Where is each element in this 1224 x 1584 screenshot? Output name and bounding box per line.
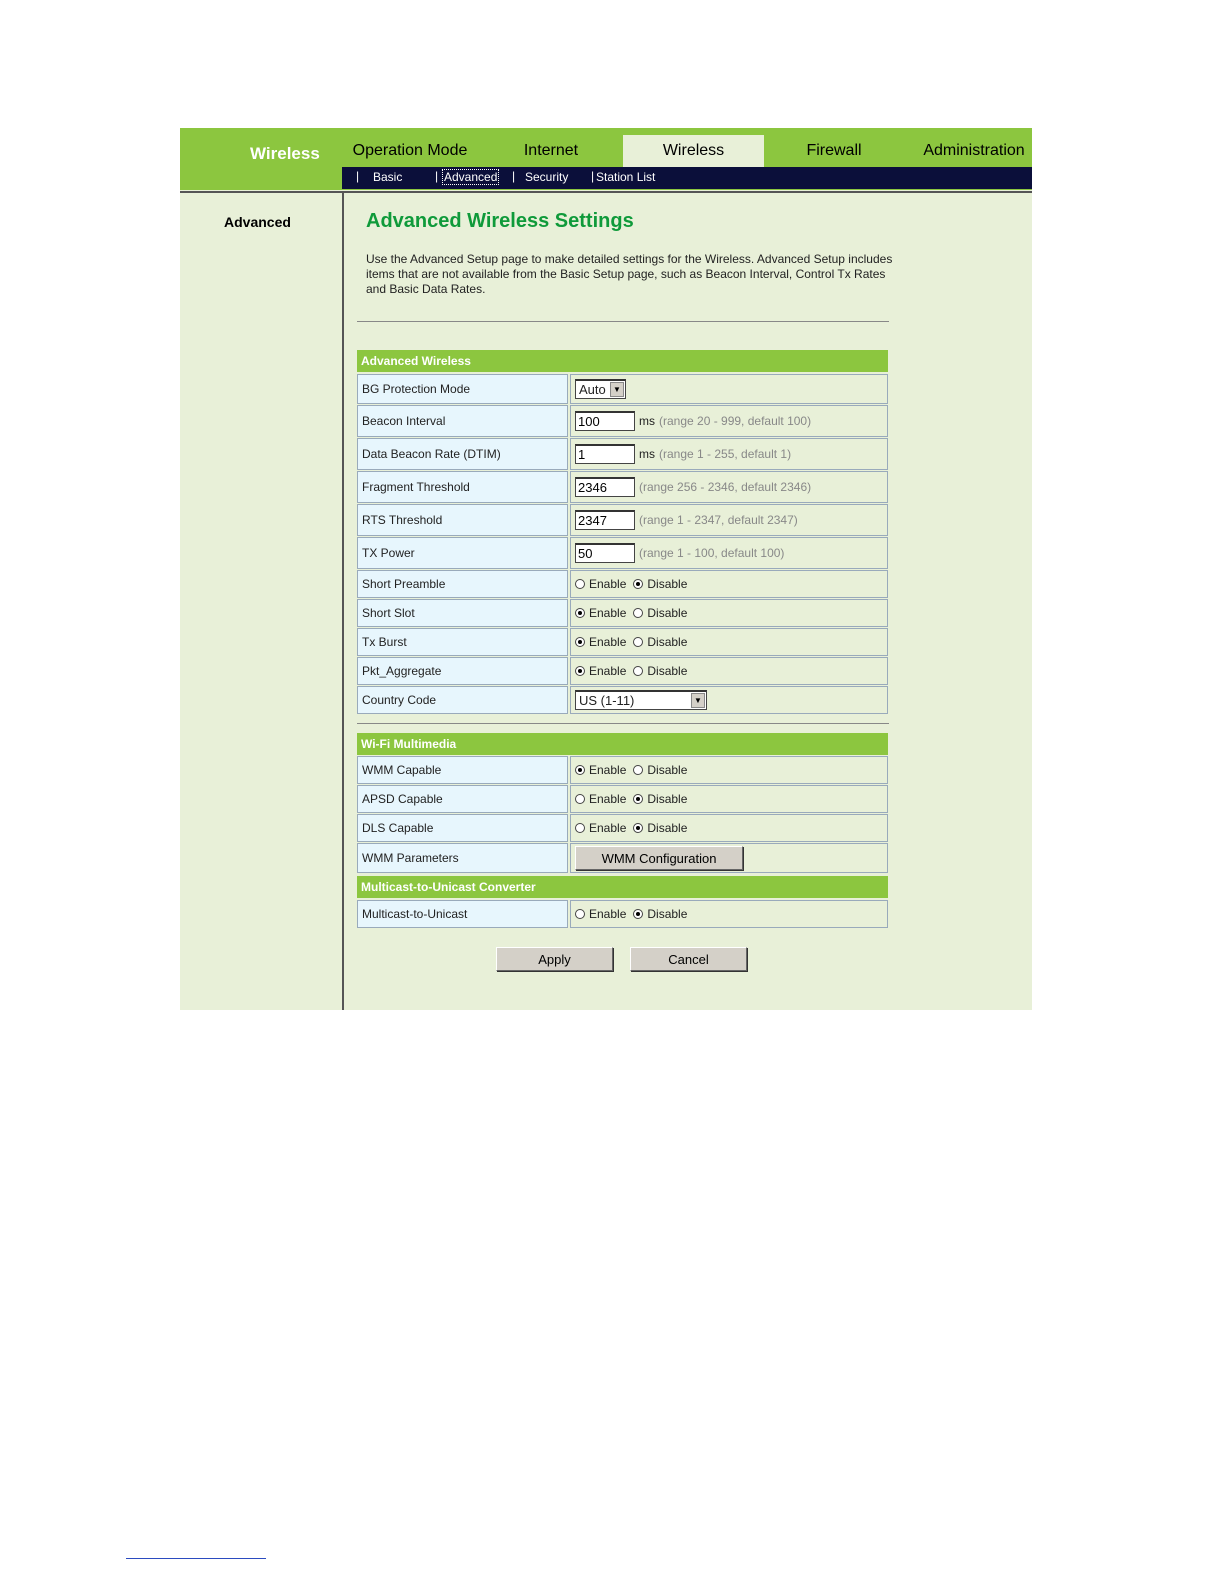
row-bg-protection [357,374,888,404]
dls-capable-disable-label: Disable [647,821,688,835]
country-code-label: Country Code [357,686,568,714]
tab-wireless[interactable]: Wireless [623,135,764,167]
subnav-station-list[interactable]: Station List [596,170,656,184]
beacon-interval-cell [570,405,888,437]
wmm-parameters-cell [570,843,888,873]
rts-threshold-input[interactable] [575,510,635,530]
chevron-down-icon: ▼ [691,693,705,708]
short-preamble-disable-radio[interactable] [633,579,643,589]
bg-protection-value: Auto [579,382,606,397]
dtim-hint: (range 1 - 255, default 1) [659,447,792,461]
row-fragment-threshold [357,471,888,503]
chevron-down-icon: ▼ [610,382,624,397]
tab-administration[interactable]: Administration [923,142,1025,159]
dls-capable-disable-radio[interactable] [633,823,643,833]
apsd-capable-disable-label: Disable [647,792,688,806]
tab-firewall[interactable]: Firewall [806,142,862,159]
tx-burst-disable-radio[interactable] [633,637,643,647]
pkt-aggregate-disable-radio[interactable] [633,666,643,676]
subnav-separator: | [435,169,439,183]
multicast-enable-radio[interactable] [575,909,585,919]
row-wmm-parameters [357,843,888,873]
short-slot-enable-label: Enable [589,606,627,620]
short-slot-enable-radio[interactable] [575,608,585,618]
wmm-configuration-button[interactable]: WMM Configuration [575,846,743,870]
row-multicast-to-unicast [357,900,888,928]
multicast-enable-label: Enable [589,907,627,921]
wmm-parameters-label: WMM Parameters [357,843,568,873]
row-short-preamble [357,570,888,598]
pkt-aggregate-radios [570,657,888,685]
wmm-capable-enable-radio[interactable] [575,765,585,775]
beacon-interval-label: Beacon Interval [357,405,568,437]
dls-capable-radios [570,814,888,842]
row-beacon-interval [357,405,888,437]
short-slot-disable-radio[interactable] [633,608,643,618]
country-code-value: US (1-11) [579,693,635,708]
pkt-aggregate-enable-label: Enable [589,664,627,678]
tab-internet[interactable]: Internet [523,142,579,159]
bg-protection-select[interactable] [575,379,626,399]
multicast-to-unicast-label: Multicast-to-Unicast [357,900,568,928]
rts-threshold-cell [570,504,888,536]
apsd-capable-enable-radio[interactable] [575,794,585,804]
wmm-capable-label: WMM Capable [357,756,568,784]
short-preamble-enable-label: Enable [589,577,627,591]
section-advanced-wireless: Advanced Wireless [357,350,888,372]
short-slot-radios [570,599,888,627]
sidebar-divider [342,193,344,1010]
sidebar-item-advanced[interactable]: Advanced [224,214,291,230]
wmm-capable-disable-radio[interactable] [633,765,643,775]
rts-threshold-label: RTS Threshold [357,504,568,536]
country-code-cell [570,686,888,714]
apsd-capable-label: APSD Capable [357,785,568,813]
tx-power-hint: (range 1 - 100, default 100) [639,546,785,560]
dtim-cell [570,438,888,470]
sub-navigation [342,167,1032,189]
short-preamble-enable-radio[interactable] [575,579,585,589]
wmm-capable-disable-label: Disable [647,763,688,777]
dls-capable-label: DLS Capable [357,814,568,842]
row-short-slot [357,599,888,627]
row-dls-capable [357,814,888,842]
dtim-input[interactable] [575,444,635,464]
top-navigation-bar [180,128,1032,190]
row-rts-threshold [357,504,888,536]
page-title: Advanced Wireless Settings [366,210,634,232]
short-preamble-radios [570,570,888,598]
beacon-interval-input[interactable] [575,411,635,431]
short-slot-label: Short Slot [357,599,568,627]
tx-power-input[interactable] [575,543,635,563]
tab-operation-mode[interactable]: Operation Mode [352,142,468,159]
country-code-select[interactable] [575,690,707,710]
tx-power-label: TX Power [357,537,568,569]
apply-button[interactable]: Apply [496,947,613,971]
row-tx-power [357,537,888,569]
wmm-capable-enable-label: Enable [589,763,627,777]
row-country-code [357,686,888,714]
wmm-capable-radios [570,756,888,784]
pkt-aggregate-disable-label: Disable [647,664,688,678]
short-slot-disable-label: Disable [647,606,688,620]
row-dtim [357,438,888,470]
subnav-security[interactable]: Security [525,170,569,184]
subnav-advanced[interactable]: Advanced [444,170,498,184]
tx-burst-disable-label: Disable [647,635,688,649]
subnav-separator: | [356,169,360,183]
multicast-disable-radio[interactable] [633,909,643,919]
pkt-aggregate-label: Pkt_Aggregate [357,657,568,685]
apsd-capable-radios [570,785,888,813]
apsd-capable-enable-label: Enable [589,792,627,806]
fragment-threshold-label: Fragment Threshold [357,471,568,503]
dtim-label: Data Beacon Rate (DTIM) [357,438,568,470]
row-tx-burst [357,628,888,656]
row-apsd-capable [357,785,888,813]
tx-burst-label: Tx Burst [357,628,568,656]
section-multicast-converter: Multicast-to-Unicast Converter [357,876,888,898]
router-admin-frame [180,128,1032,1010]
dls-capable-enable-radio[interactable] [575,823,585,833]
subnav-separator: | [512,169,516,183]
tx-burst-radios [570,628,888,656]
subnav-basic[interactable]: Basic [373,170,403,184]
intro-divider [357,321,889,322]
pkt-aggregate-enable-radio[interactable] [575,666,585,676]
fragment-threshold-input[interactable] [575,477,635,497]
tx-burst-enable-label: Enable [589,635,627,649]
tx-burst-enable-radio[interactable] [575,637,585,647]
cancel-button[interactable]: Cancel [630,947,747,971]
multicast-disable-label: Disable [647,907,688,921]
fragment-threshold-hint: (range 256 - 2346, default 2346) [639,480,812,494]
page-description: Use the Advanced Setup page to make detailed settings for the Wireless. Advanced Setup includes items that are not available from the Basic Setup page, such as Beacon Interval, Control Tx Rates and Basic Data Rates. [366,252,893,296]
bg-protection-label: BG Protection Mode [357,374,568,404]
tx-power-cell [570,537,888,569]
beacon-interval-hint: (range 20 - 999, default 100) [659,414,812,428]
dls-capable-enable-label: Enable [589,821,627,835]
fragment-threshold-cell [570,471,888,503]
subnav-separator: | [591,169,595,183]
brand-label: Wireless [250,144,320,163]
apsd-capable-disable-radio[interactable] [633,794,643,804]
row-wmm-capable [357,756,888,784]
dtim-unit: ms [639,447,655,461]
row-pkt-aggregate [357,657,888,685]
bg-protection-cell [570,374,888,404]
multicast-to-unicast-radios [570,900,888,928]
footnote-separator [126,1558,266,1559]
header-divider [180,191,1032,193]
beacon-interval-unit: ms [639,414,655,428]
short-preamble-disable-label: Disable [647,577,688,591]
section-wifi-multimedia: Wi-Fi Multimedia [357,733,888,755]
short-preamble-label: Short Preamble [357,570,568,598]
section-divider [357,723,889,724]
rts-threshold-hint: (range 1 - 2347, default 2347) [639,513,798,527]
